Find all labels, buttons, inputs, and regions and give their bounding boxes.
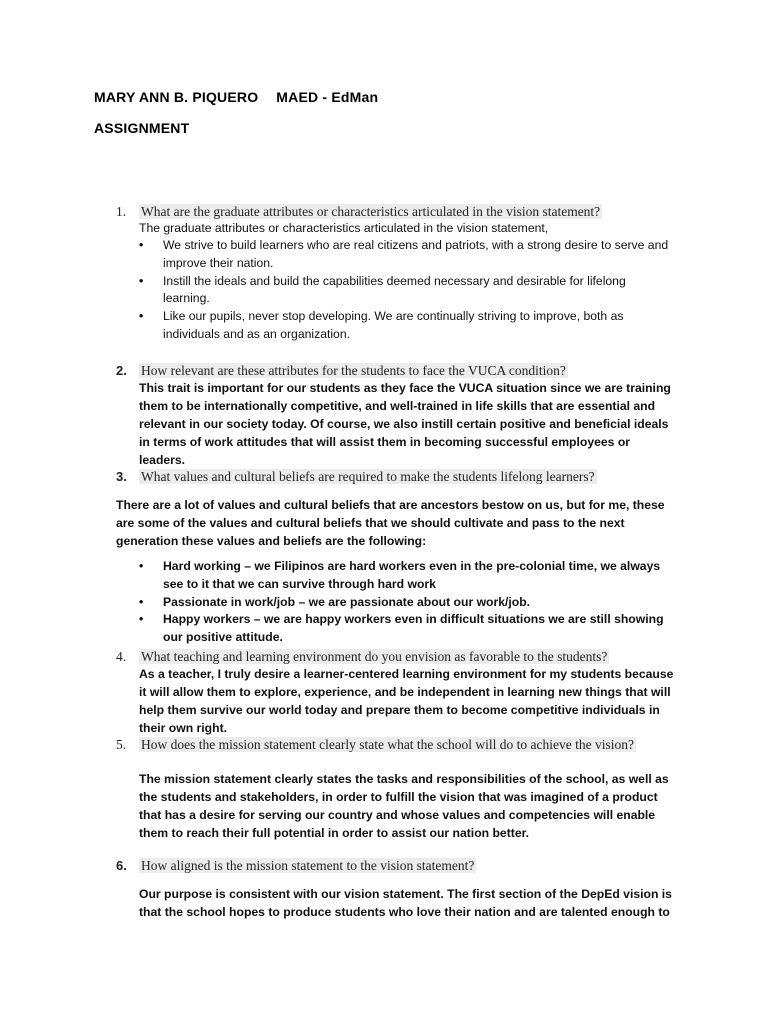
answer-text: There are a lot of values and cultural beliefs that are ancestors bestow on us, but for me, these are some of the values and cultural beliefs that we should cultivate and pass to the next generation these values and beliefs are the following: xyxy=(116,498,665,548)
bullet-glyph: • xyxy=(139,273,144,288)
question-number: 2. xyxy=(116,363,127,378)
question-number: 6. xyxy=(116,858,127,873)
list-item: • Passionate in work/job – we are passionate about our work/job. xyxy=(139,594,669,612)
question-4 xyxy=(116,648,656,665)
bullet-glyph: • xyxy=(139,594,144,609)
bullet-glyph: • xyxy=(139,612,144,627)
question-number: 1. xyxy=(116,204,127,219)
author-line xyxy=(94,89,378,105)
question-3 xyxy=(116,468,656,485)
question-2 xyxy=(116,362,656,379)
bullet-glyph: • xyxy=(139,309,144,324)
bullet-glyph: • xyxy=(139,238,144,252)
question-5 xyxy=(116,736,656,753)
answer-text: Our purpose is consistent with our vision statement. The first section of the DepEd vision is that the school hopes to produce students who love their nation and are talented enough to xyxy=(139,887,672,919)
question-text: What teaching and learning environment do you envision as favorable to the students? xyxy=(141,649,608,664)
answer-text: This trait is important for our students as they face the VUCA situation since we are training them to be internationally competitive, and well-trained in life skills that are essential and relevant in our society today. Of course, we also instill certain positive and beneficial ideals in terms of work attitudes that will assist them in becoming successful employees or leaders. xyxy=(139,381,671,467)
bullet-list xyxy=(139,558,669,647)
question-number: 4. xyxy=(116,649,127,664)
question-text: What are the graduate attributes or characteristics articulated in the vision statement? xyxy=(141,204,601,219)
question-6 xyxy=(116,857,656,874)
question-text: What values and cultural beliefs are required to make the students lifelong learners? xyxy=(141,469,595,484)
question-text: How relevant are these attributes for the students to face the VUCA condition? xyxy=(141,363,566,378)
author-name: MARY ANN B. PIQUERO xyxy=(94,89,259,105)
question-number: 5. xyxy=(116,737,127,752)
assignment-title: ASSIGNMENT xyxy=(94,120,190,136)
answer-text: As a teacher, I truly desire a learner-centered learning environment for my students because it will allow them to explore, experience, and be independent in learning new things that will help them survive our world today and prepare them to become competitive individuals in their own right. xyxy=(139,667,674,735)
program-name: MAED - EdMan xyxy=(276,89,379,105)
bullet-list xyxy=(139,237,669,344)
list-item: • Happy workers – we are happy workers even in difficult situations we are still showing our positive attitude. xyxy=(139,612,664,645)
answer-text: The mission statement clearly states the tasks and responsibilities of the school, as well as the students and stakeholders, in order to fulfill the vision that was imagined of a product that has a desire for serving our country and whose values and competencies will enable them to reach their full potential in order to assist our nation better. xyxy=(139,772,669,840)
question-number: 3. xyxy=(116,469,127,484)
question-1 xyxy=(116,203,656,220)
list-item: • Instill the ideals and build the capabilities deemed necessary and desirable for lifelong learning. xyxy=(139,273,626,306)
list-item: • Hard working – we Filipinos are hard workers even in the pre-colonial time, we always see to it that we can survive through hard work xyxy=(139,559,661,591)
list-item: • We strive to build learners who are real citizens and patriots, with a strong desire to serve and improve their nation. xyxy=(139,238,669,270)
list-item: • Like our pupils, never stop developing. We are continually striving to improve, both as individuals and as an organization. xyxy=(139,309,624,341)
answer-intro: The graduate attributes or characteristics articulated in the vision statement, xyxy=(139,221,549,235)
question-text: How does the mission statement clearly state what the school will do to achieve the vision? xyxy=(141,737,635,752)
bullet-glyph: • xyxy=(139,559,144,573)
question-text: How aligned is the mission statement to the vision statement? xyxy=(141,858,475,873)
